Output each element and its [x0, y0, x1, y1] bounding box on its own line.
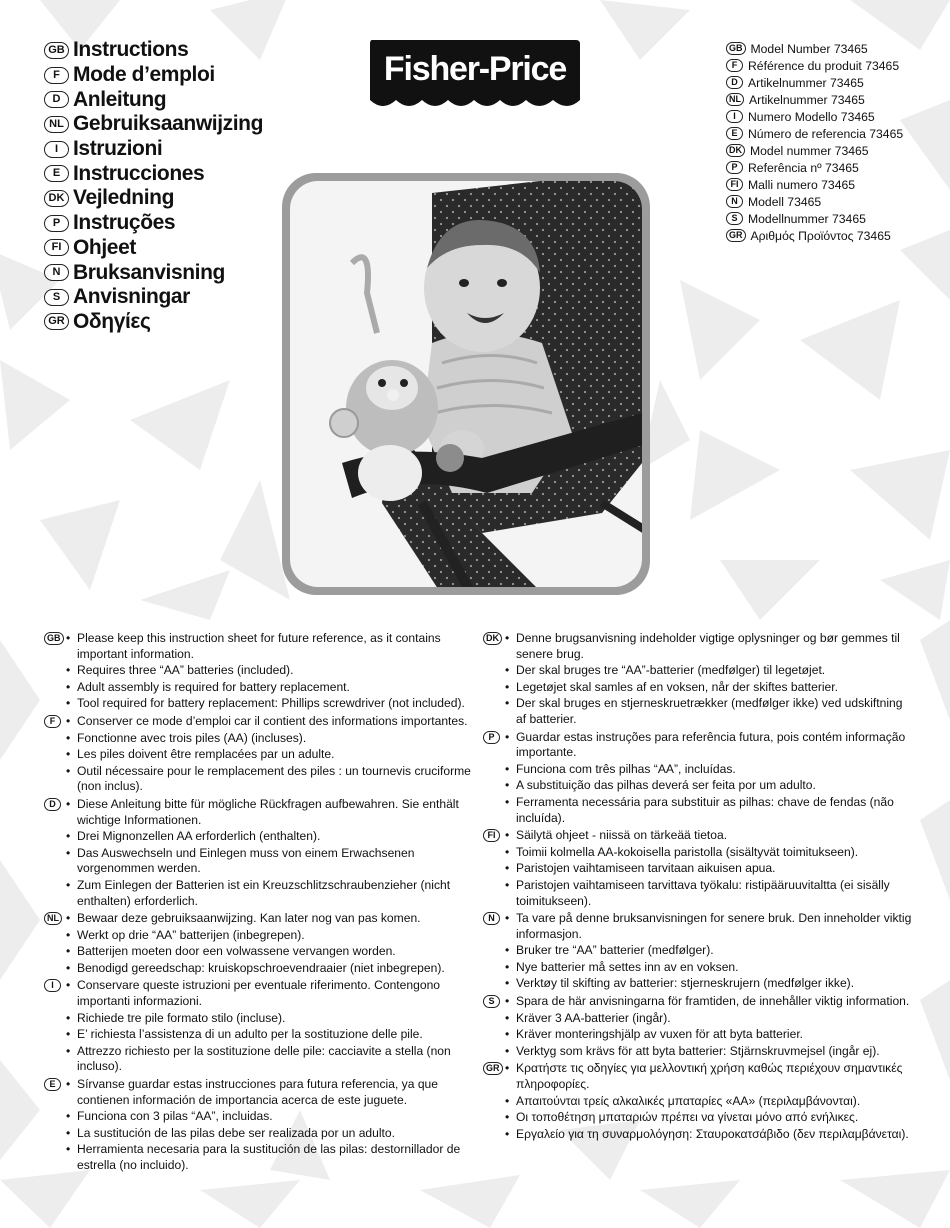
instruction-item: • Paristojen vaihtamiseen tarvittava työkalu: ristipääruuvitaltta (ei sisälly toimitukseen).: [505, 878, 913, 909]
language-badge: DK: [483, 632, 502, 645]
language-badge: N: [44, 264, 69, 281]
title-text: Instrucciones: [73, 161, 205, 185]
title-text: Οδηγίες: [73, 309, 151, 333]
title-text: Vejledning: [73, 186, 175, 210]
instructions-section-n: [483, 911, 913, 992]
instructions-section-gr: [483, 1061, 913, 1142]
language-badge: F: [44, 715, 61, 728]
model-text: Número de referencia 73465: [748, 126, 904, 141]
instructions-left-column: [44, 631, 474, 1176]
model-row: [726, 227, 948, 244]
instruction-item: • Bruker tre “AA” batterier (medfølger).: [505, 943, 913, 959]
language-badge: DK: [44, 190, 69, 207]
language-badge: F: [726, 59, 743, 72]
instruction-item: • Outil nécessaire pour le remplacement des piles : un tournevis cruciforme (non inclus).: [66, 764, 474, 795]
language-badge: P: [726, 161, 743, 174]
model-row: [726, 40, 948, 57]
instructions-right-column: [483, 631, 913, 1144]
instructions-section-fi: [483, 828, 913, 909]
language-badge: E: [44, 1078, 61, 1091]
model-text: Artikelnummer 73465: [749, 92, 865, 107]
title-row: [44, 87, 344, 112]
language-badge: GR: [483, 1062, 503, 1075]
title-text: Gebruiksaanwijzing: [73, 112, 264, 136]
language-badge: D: [726, 76, 743, 89]
instruction-item: • Fonctionne avec trois piles (AA) (incluses).: [66, 731, 474, 747]
language-badge: E: [726, 127, 743, 140]
instruction-item: • Werkt op drie “AA” batterijen (inbegrepen).: [66, 928, 474, 944]
model-row: [726, 142, 948, 159]
model-row: [726, 57, 948, 74]
instruction-item: • Attrezzo richiesto per la sostituzione delle pile: cacciavite a stella (non incluso).: [66, 1044, 474, 1075]
instruction-item: • Richiede tre pile formato stilo (incluse).: [66, 1011, 474, 1027]
instruction-item: • Conserver ce mode d’emploi car il contient des informations importantes.: [66, 714, 474, 730]
instruction-item: • Requires three “AA” batteries (included).: [66, 663, 474, 679]
instructions-section-s: [483, 994, 913, 1059]
instruction-item: • Benodigd gereedschap: kruiskopschroevendraaier (niet inbegrepen).: [66, 961, 474, 977]
instruction-item: • La sustitución de las pilas debe ser realizada por un adulto.: [66, 1126, 474, 1142]
model-row: [726, 159, 948, 176]
language-badge: NL: [44, 116, 69, 133]
instruction-item: • Conservare queste istruzioni per eventuale riferimento. Contengono importanti informazioni.: [66, 978, 474, 1009]
instruction-item: • Säilytä ohjeet - niissä on tärkeää tietoa.: [505, 828, 913, 844]
instruction-item: • Der skal bruges tre “AA”-batterier (medfølger) til legetøjet.: [505, 663, 913, 679]
instruction-item: • Bewaar deze gebruiksaanwijzing. Kan later nog van pas komen.: [66, 911, 474, 927]
instruction-item: • Kräver monteringshjälp av vuxen för att byta batterier.: [505, 1027, 913, 1043]
title-row: [44, 38, 344, 63]
product-photo: [282, 173, 650, 595]
language-badge: GB: [726, 42, 746, 55]
instruction-item: • Tool required for battery replacement: Phillips screwdriver (not included).: [66, 696, 474, 712]
language-badge: I: [44, 141, 69, 158]
title-text: Anleitung: [73, 87, 167, 111]
title-text: Instructions: [73, 38, 189, 62]
language-badge: GR: [726, 229, 746, 242]
instruction-item: • A substituição das pilhas deverá ser feita por um adulto.: [505, 778, 913, 794]
instruction-item: • Legetøjet skal samles af en voksen, når der skiftes batterier.: [505, 680, 913, 696]
title-text: Instruções: [73, 211, 176, 235]
instruction-item: • Herramienta necesaria para la sustitución de las pilas: destornillador de estrella (no incluido).: [66, 1142, 474, 1173]
language-badge: GR: [44, 313, 69, 330]
title-text: Istruzioni: [73, 137, 163, 161]
title-row: [44, 137, 344, 162]
language-badge: GB: [44, 42, 69, 59]
instruction-item: • Verktøy til skifting av batterier: stjerneskrujern (medfølger ikke).: [505, 976, 913, 992]
language-badge: N: [726, 195, 743, 208]
language-badge: P: [483, 731, 500, 744]
instructions-section-gb: [44, 631, 474, 712]
title-text: Mode d’emploi: [73, 63, 215, 87]
language-badge: E: [44, 165, 69, 182]
model-text: Model Number 73465: [750, 41, 868, 56]
model-text: Αριθμός Προϊόντος 73465: [750, 228, 891, 243]
title-row: [44, 63, 344, 88]
model-row: [726, 108, 948, 125]
instruction-item: • Spara de här anvisningarna för framtiden, de innehåller viktig information.: [505, 994, 913, 1010]
instruction-item: • Nye batterier må settes inn av en voksen.: [505, 960, 913, 976]
instructions-section-dk: [483, 631, 913, 728]
instruction-item: • Ta vare på denne bruksanvisningen for senere bruk. Den inneholder viktig informasjon.: [505, 911, 913, 942]
language-badge: S: [726, 212, 743, 225]
model-text: Référence du produit 73465: [748, 58, 900, 73]
language-badge: FI: [483, 829, 500, 842]
fisher-price-logo: [366, 40, 582, 112]
instruction-item: • Diese Anleitung bitte für mögliche Rückfragen aufbewahren. Sie enthält wichtige Informationen.: [66, 797, 474, 828]
language-badge: DK: [726, 144, 745, 157]
instruction-item: • Toimii kolmella AA-kokoisella paristolla (sisältyvät toimitukseen).: [505, 845, 913, 861]
language-badge: NL: [726, 93, 744, 106]
model-text: Numero Modello 73465: [748, 109, 875, 124]
instruction-item: • Der skal bruges en stjerneskruetrækker (medfølger ikke) ved udskiftning af batterier.: [505, 696, 913, 727]
language-badge: P: [44, 215, 69, 232]
model-row: [726, 91, 948, 108]
logo-text: Fisher-Price: [383, 50, 567, 88]
language-badge: GB: [44, 632, 64, 645]
language-badge: I: [44, 979, 61, 992]
language-badge: F: [44, 67, 69, 84]
language-badge: S: [483, 995, 500, 1008]
model-row: [726, 74, 948, 91]
model-row: [726, 125, 948, 142]
instruction-item: • Sírvanse guardar estas instrucciones para futura referencia, ya que contienen información de importancia acerca de este juguete.: [66, 1077, 474, 1108]
model-text: Model nummer 73465: [750, 143, 869, 158]
instruction-item: • Les piles doivent être remplacées par un adulte.: [66, 747, 474, 763]
instruction-item: • Εργαλείο για τη συναρμολόγηση: Σταυροκατσάβιδο (δεν περιλαμβάνεται).: [505, 1127, 913, 1143]
title-text: Bruksanvisning: [73, 260, 225, 284]
title-text: Anvisningar: [73, 285, 190, 309]
language-badge: N: [483, 912, 500, 925]
instruction-item: • Denne brugsanvisning indeholder vigtige oplysninger og bør gemmes til senere brug.: [505, 631, 913, 662]
language-badge: FI: [726, 178, 743, 191]
instructions-section-d: [44, 797, 474, 909]
model-number-list: [726, 40, 948, 244]
instruction-item: • Paristojen vaihtamiseen tarvitaan aikuisen apua.: [505, 861, 913, 877]
language-badge: D: [44, 798, 61, 811]
instruction-item: • Adult assembly is required for battery replacement.: [66, 680, 474, 696]
instruction-item: • Verktyg som krävs för att byta batterier: Stjärnskruvmejsel (ingår ej).: [505, 1044, 913, 1060]
model-row: [726, 176, 948, 193]
instruction-item: • Οι τοποθέτηση μπαταριών πρέπει να γίνεται μόνο από ενήλικες.: [505, 1110, 913, 1126]
model-text: Modellnummer 73465: [748, 211, 866, 226]
instruction-item: • Ferramenta necessária para substituir as pilhas: chave de fendas (não incluída).: [505, 795, 913, 826]
instructions-section-i: [44, 978, 474, 1075]
language-badge: D: [44, 91, 69, 108]
instruction-item: • Funciona con 3 pilas “AA”, incluidas.: [66, 1109, 474, 1125]
instructions-section-f: [44, 714, 474, 795]
instruction-item: • Kräver 3 AA-batterier (ingår).: [505, 1011, 913, 1027]
instruction-item: • E’ richiesta l’assistenza di un adulto per la sostituzione delle pile.: [66, 1027, 474, 1043]
instruction-item: • Please keep this instruction sheet for future reference, as it contains important information.: [66, 631, 474, 662]
model-text: Artikelnummer 73465: [748, 75, 864, 90]
model-row: [726, 210, 948, 227]
instruction-item: • Guardar estas instruções para referência futura, pois contém informação importante.: [505, 730, 913, 761]
instruction-item: • Κρατήστε τις οδηγίες για μελλοντική χρήση καθώς περιέχουν σημαντικές πληροφορίες.: [505, 1061, 913, 1092]
language-badge: I: [726, 110, 743, 123]
language-badge: NL: [44, 912, 62, 925]
model-text: Malli numero 73465: [748, 177, 856, 192]
instruction-item: • Funciona com três pilhas “AA”, incluídas.: [505, 762, 913, 778]
language-badge: FI: [44, 239, 69, 256]
instruction-item: • Batterijen moeten door een volwassene vervangen worden.: [66, 944, 474, 960]
instructions-section-e: [44, 1077, 474, 1174]
model-row: [726, 193, 948, 210]
language-badge: S: [44, 289, 69, 306]
title-text: Ohjeet: [73, 235, 136, 259]
title-row: [44, 112, 344, 137]
instruction-item: • Drei Mignonzellen AA erforderlich (enthalten).: [66, 829, 474, 845]
instruction-item: • Zum Einlegen der Batterien ist ein Kreuzschlitzschraubenzieher (nicht enthalten) erforderlich.: [66, 878, 474, 909]
instructions-section-nl: [44, 911, 474, 976]
instruction-item: • Απαιτούνται τρείς αλκαλικές μπαταρίες «AA» (περιλαμβάνονται).: [505, 1094, 913, 1110]
instructions-section-p: [483, 730, 913, 827]
instruction-item: • Das Auswechseln und Einlegen muss von einem Erwachsenen vorgenommen werden.: [66, 846, 474, 877]
model-text: Modell 73465: [748, 194, 822, 209]
model-text: Referência nº 73465: [748, 160, 859, 175]
